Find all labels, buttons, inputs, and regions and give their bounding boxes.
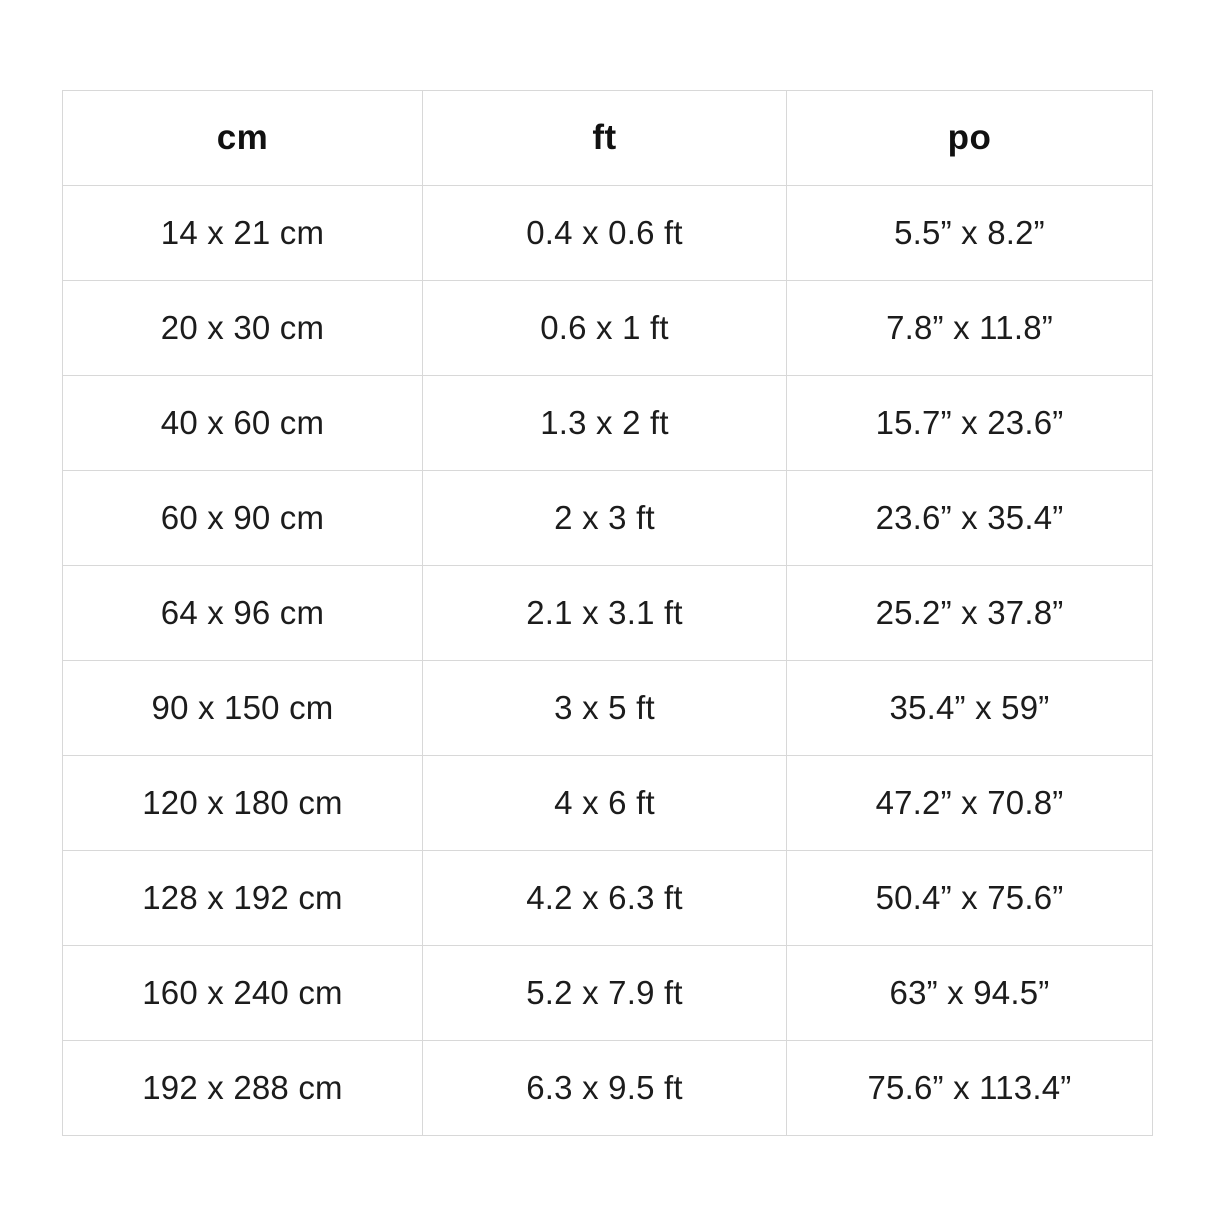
table-row [63,756,1153,851]
cell-ft: 4.2 x 6.3 ft [423,851,787,946]
cell-po: 25.2” x 37.8” [787,566,1153,661]
table-header-row [63,91,1153,186]
cell-cm: 40 x 60 cm [63,376,423,471]
cell-ft: 5.2 x 7.9 ft [423,946,787,1041]
table-row [63,186,1153,281]
table-row [63,851,1153,946]
cell-po: 7.8” x 11.8” [787,281,1153,376]
cell-cm: 90 x 150 cm [63,661,423,756]
table-row [63,566,1153,661]
cell-po: 75.6” x 113.4” [787,1041,1153,1136]
cell-ft: 6.3 x 9.5 ft [423,1041,787,1136]
table-row [63,946,1153,1041]
cell-cm: 160 x 240 cm [63,946,423,1041]
cell-cm: 20 x 30 cm [63,281,423,376]
cell-ft: 3 x 5 ft [423,661,787,756]
column-header-po: po [787,91,1153,186]
cell-cm: 60 x 90 cm [63,471,423,566]
cell-ft: 1.3 x 2 ft [423,376,787,471]
table-header [63,91,1153,186]
cell-cm: 192 x 288 cm [63,1041,423,1136]
size-conversion-table [62,90,1153,1136]
table-row [63,661,1153,756]
table-row [63,376,1153,471]
column-header-ft: ft [423,91,787,186]
cell-po: 15.7” x 23.6” [787,376,1153,471]
column-header-cm: cm [63,91,423,186]
cell-cm: 128 x 192 cm [63,851,423,946]
cell-ft: 4 x 6 ft [423,756,787,851]
cell-po: 5.5” x 8.2” [787,186,1153,281]
cell-po: 50.4” x 75.6” [787,851,1153,946]
cell-po: 35.4” x 59” [787,661,1153,756]
table-row [63,471,1153,566]
cell-po: 23.6” x 35.4” [787,471,1153,566]
cell-ft: 0.4 x 0.6 ft [423,186,787,281]
cell-ft: 2.1 x 3.1 ft [423,566,787,661]
cell-po: 47.2” x 70.8” [787,756,1153,851]
table-body [63,186,1153,1136]
cell-cm: 14 x 21 cm [63,186,423,281]
table-row [63,281,1153,376]
cell-po: 63” x 94.5” [787,946,1153,1041]
table-row [63,1041,1153,1136]
cell-ft: 0.6 x 1 ft [423,281,787,376]
cell-ft: 2 x 3 ft [423,471,787,566]
cell-cm: 120 x 180 cm [63,756,423,851]
cell-cm: 64 x 96 cm [63,566,423,661]
